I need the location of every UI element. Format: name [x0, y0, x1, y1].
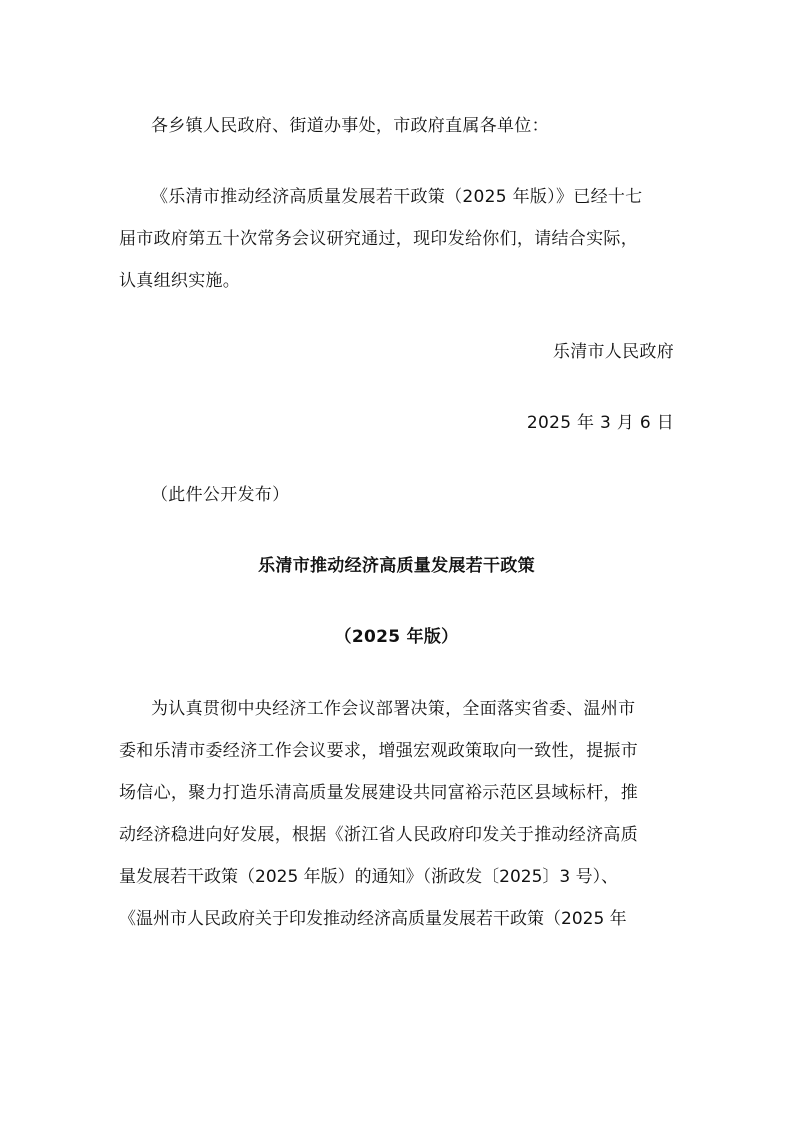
issue-date: 2025 年 3 月 6 日 [526, 413, 674, 433]
intro-line-5: 量发展若干政策（2025 年版）的通知》（浙政发〔2025〕3 号）、 [119, 867, 619, 887]
salutation: 各乡镇人民政府、街道办事处，市政府直属各单位： [151, 116, 549, 136]
policy-edition: （2025 年版） [334, 627, 459, 647]
disclosure-note: （此件公开发布） [151, 485, 290, 505]
intro-line-1: 为认真贯彻中央经济工作会议部署决策，全面落实省委、温州市 [151, 699, 636, 719]
issuer-signature: 乐清市人民政府 [552, 342, 674, 362]
intro-line-2: 委和乐清市委经济工作会议要求，增强宏观政策取向一致性，提振市 [119, 741, 638, 761]
notice-body-line-3: 认真组织实施。 [119, 271, 241, 291]
intro-line-4: 动经济稳进向好发展，根据《浙江省人民政府印发关于推动经济高质 [119, 825, 638, 845]
intro-line-6: 《温州市人民政府关于印发推动经济高质量发展若干政策（2025 年 [119, 909, 627, 929]
policy-title: 乐清市推动经济高质量发展若干政策 [258, 556, 535, 576]
notice-body-line-1: 《乐清市推动经济高质量发展若干政策（2025 年版）》已经十七 [151, 187, 643, 207]
intro-line-3: 场信心，聚力打造乐清高质量发展建设共同富裕示范区县域标杆，推 [119, 783, 638, 803]
notice-body-line-2: 届市政府第五十次常务会议研究通过，现印发给你们，请结合实际， [119, 229, 638, 249]
